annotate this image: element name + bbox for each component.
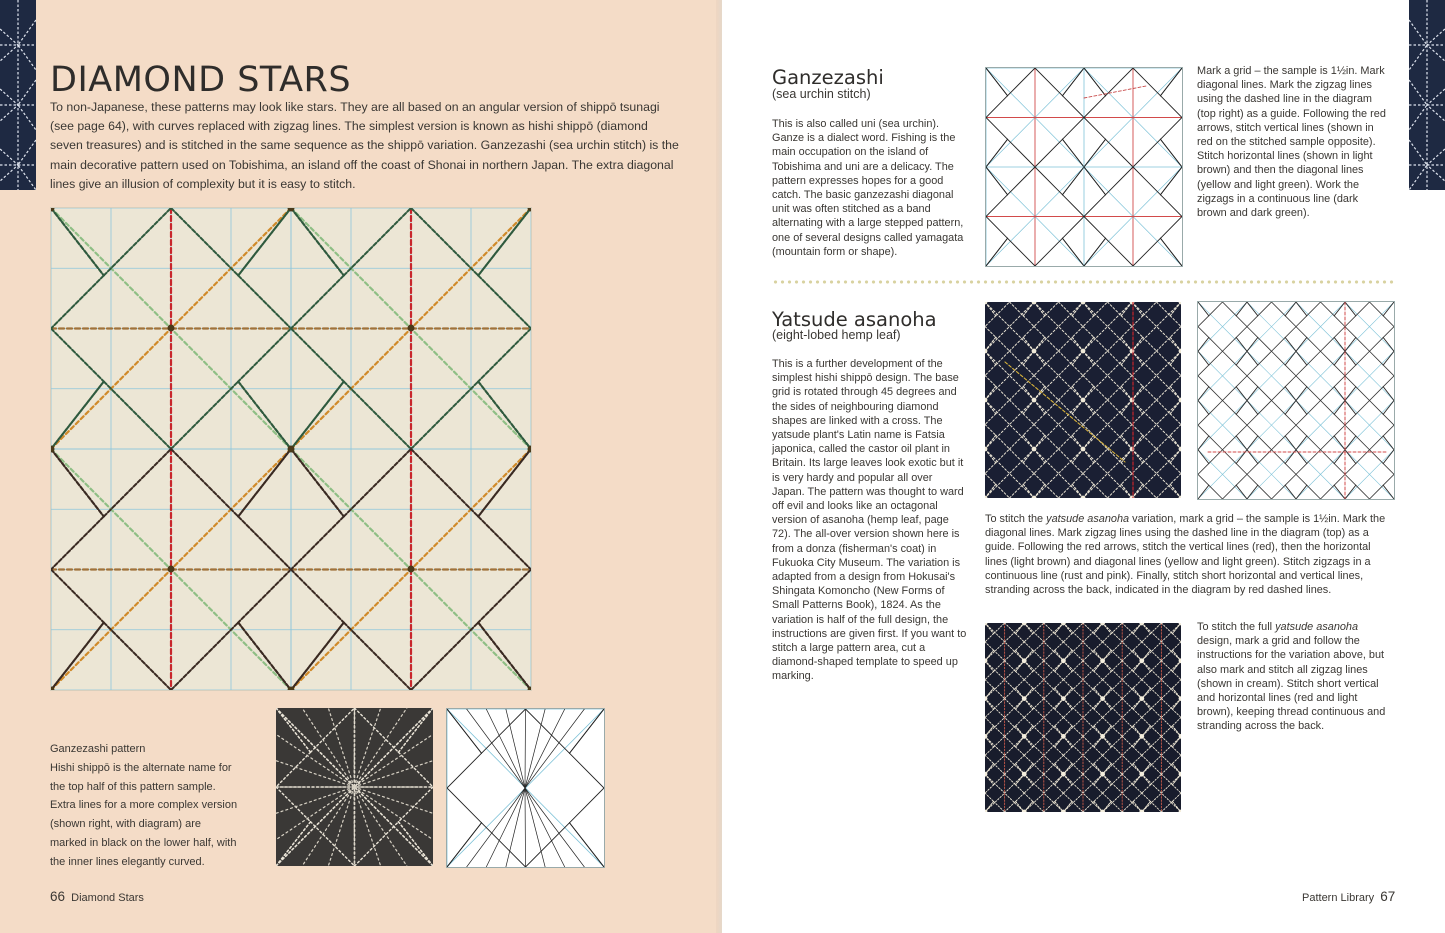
complex-version-diagram xyxy=(446,708,605,868)
caption-body: Hishi shippō is the alternate name for the top half of this pattern sample. Extra lines for a more complex version (shown right, with diagram) are marked in black on the lower half, with the inner lines elegantly curved. xyxy=(50,761,238,868)
ganzezashi-diagram xyxy=(985,67,1183,267)
stitched-sample-photo xyxy=(50,207,532,691)
yatsude-full-instructions xyxy=(1197,620,1393,734)
caption-title: Ganzezashi pattern xyxy=(50,743,146,755)
section-subtitle-ganzezashi: (sea urchin stitch) xyxy=(772,87,871,101)
yatsude-variation-stitch-image xyxy=(985,302,1181,498)
sashiko-pattern-icon xyxy=(0,0,36,190)
complex-version-line-diagram xyxy=(447,709,604,867)
page-title: DIAMOND STARS xyxy=(50,60,352,100)
sashiko-pattern-icon xyxy=(1409,0,1445,190)
section-divider xyxy=(772,279,1394,285)
yatsude-variation-instructions xyxy=(985,512,1395,597)
yatsude-variation-diagram xyxy=(1197,301,1395,500)
sashiko-edge-tab-right xyxy=(1409,0,1445,190)
ganzezashi-description: This is also called uni (sea urchin). Ganze is a dialect word. Fishing is the main occupation on the island of Tobishima and uni are a delicacy. The pattern expresses hopes for a good catch. The basic ganzezashi diagonal unit was often stitched as a band alternating with a large stepped pattern, one of several designs called yamagata (mountain form or shape). xyxy=(772,118,964,258)
sashiko-edge-tab-left xyxy=(0,0,36,190)
folio-number: 66 xyxy=(50,889,66,904)
yatsude-description: This is a further development of the simplest hishi shippō design. The base grid is rotated through 45 degrees and the sides of neighbouring diamond shapes are linked with a cross. The yatsude plant's Latin name is Fatsia japonica, called the castor oil plant in Britain. Its large leaves look exotic but it is very hardy and popular all over Japan. The pattern was thought to ward off evil and looks like an octagonal version of asanoha (hemp leaf, page 72). The all-over version shown here is from a donza (fisherman's coat) in Fukuoka City Museum. The variation is adapted from a design from Hokusai's Shingata Komoncho (New Forms of Small Patterns Book), 1824. As the variation is half of the full design, the instructions are given first. If you want to stitch a large pattern area, cut a diamond-shaped template to speed up marking. xyxy=(772,358,967,683)
section-title-ganzezashi: Ganzezashi xyxy=(772,66,884,89)
yatsude-variation-sample xyxy=(985,302,1181,498)
variation-text-a: To stitch the xyxy=(985,513,1047,525)
left-page xyxy=(0,0,722,933)
ganzezashi-stitch-diagram xyxy=(986,68,1182,266)
ganzezashi-stitched-sample xyxy=(51,208,531,690)
full-text-b: design, mark a grid and follow the instructions for the variation above, but also mark and stitch all zigzag lines (shown in cream). Stitch short vertical and horizontal lines (red and light brown), keeping thread continuous and stranding across the back. xyxy=(1197,635,1386,733)
intro-paragraph: To non-Japanese, these patterns may look like stars. They are all based on an angular version of shippō tsunagi (see page 64), with curves replaced with zigzag lines. The simplest version is known as hishi shippō (diamond seven treasures) and is stitched in the same sequence as the shippō variation. Ganzezashi (sea urchin stitch) is the main decorative pattern used on Tobishima, an island off the coast of Shonai in northern Japan. The extra diagonal lines give an illusion of complexity but it is easy to stitch. xyxy=(50,100,679,191)
complex-version-stitch-image xyxy=(276,708,433,866)
ganzezashi-instructions: Mark a grid – the sample is 1½in. Mark diagonal lines. Mark the zigzag lines using the dashed line in the diagram (top right) as a guide. Following the red arrows, stitch vertical lines (shown in red on the stitched sample opposite). Stitch horizontal lines (shown in light brown) and then the diagonal lines (yellow and light green). Work the zigzags in a continuous line (dark brown and dark green). xyxy=(1197,65,1386,220)
yatsude-stitch-diagram xyxy=(1198,302,1394,499)
yatsude-full-stitch-image xyxy=(985,623,1181,812)
folio-label: Diamond Stars xyxy=(71,892,144,904)
yatsude-full-sample xyxy=(985,623,1181,812)
section-title-yatsude: Yatsude asanoha xyxy=(772,308,937,331)
variation-text-b: variation, mark a grid – the sample is 1½in. Mark the diagonal lines. Mark zigzag lines using the dashed line in the diagram (top) as a guide. Following the red arrows, stitch the vertical lines (red), then the horizontal lines (light brown) and diagonal lines (yellow and light green). Stitch zigzags in a continuous line (rust and pink). Finally, stitch short horizontal and vertical lines, stranding across the back, indicated in the diagram by red dashed lines. xyxy=(985,513,1386,597)
variation-text-em: yatsude asanoha xyxy=(1046,513,1130,525)
page-number-right xyxy=(1302,889,1395,904)
full-text-a: To stitch the full xyxy=(1197,621,1276,633)
full-text-em: yatsude asanoha xyxy=(1275,621,1359,633)
folio-label: Pattern Library xyxy=(1302,892,1375,904)
page-number-left xyxy=(50,889,144,904)
folio-number: 67 xyxy=(1380,889,1396,904)
complex-version-sample xyxy=(276,708,433,866)
photo-caption xyxy=(50,740,240,872)
section-subtitle-yatsude: (eight-lobed hemp leaf) xyxy=(772,328,901,342)
